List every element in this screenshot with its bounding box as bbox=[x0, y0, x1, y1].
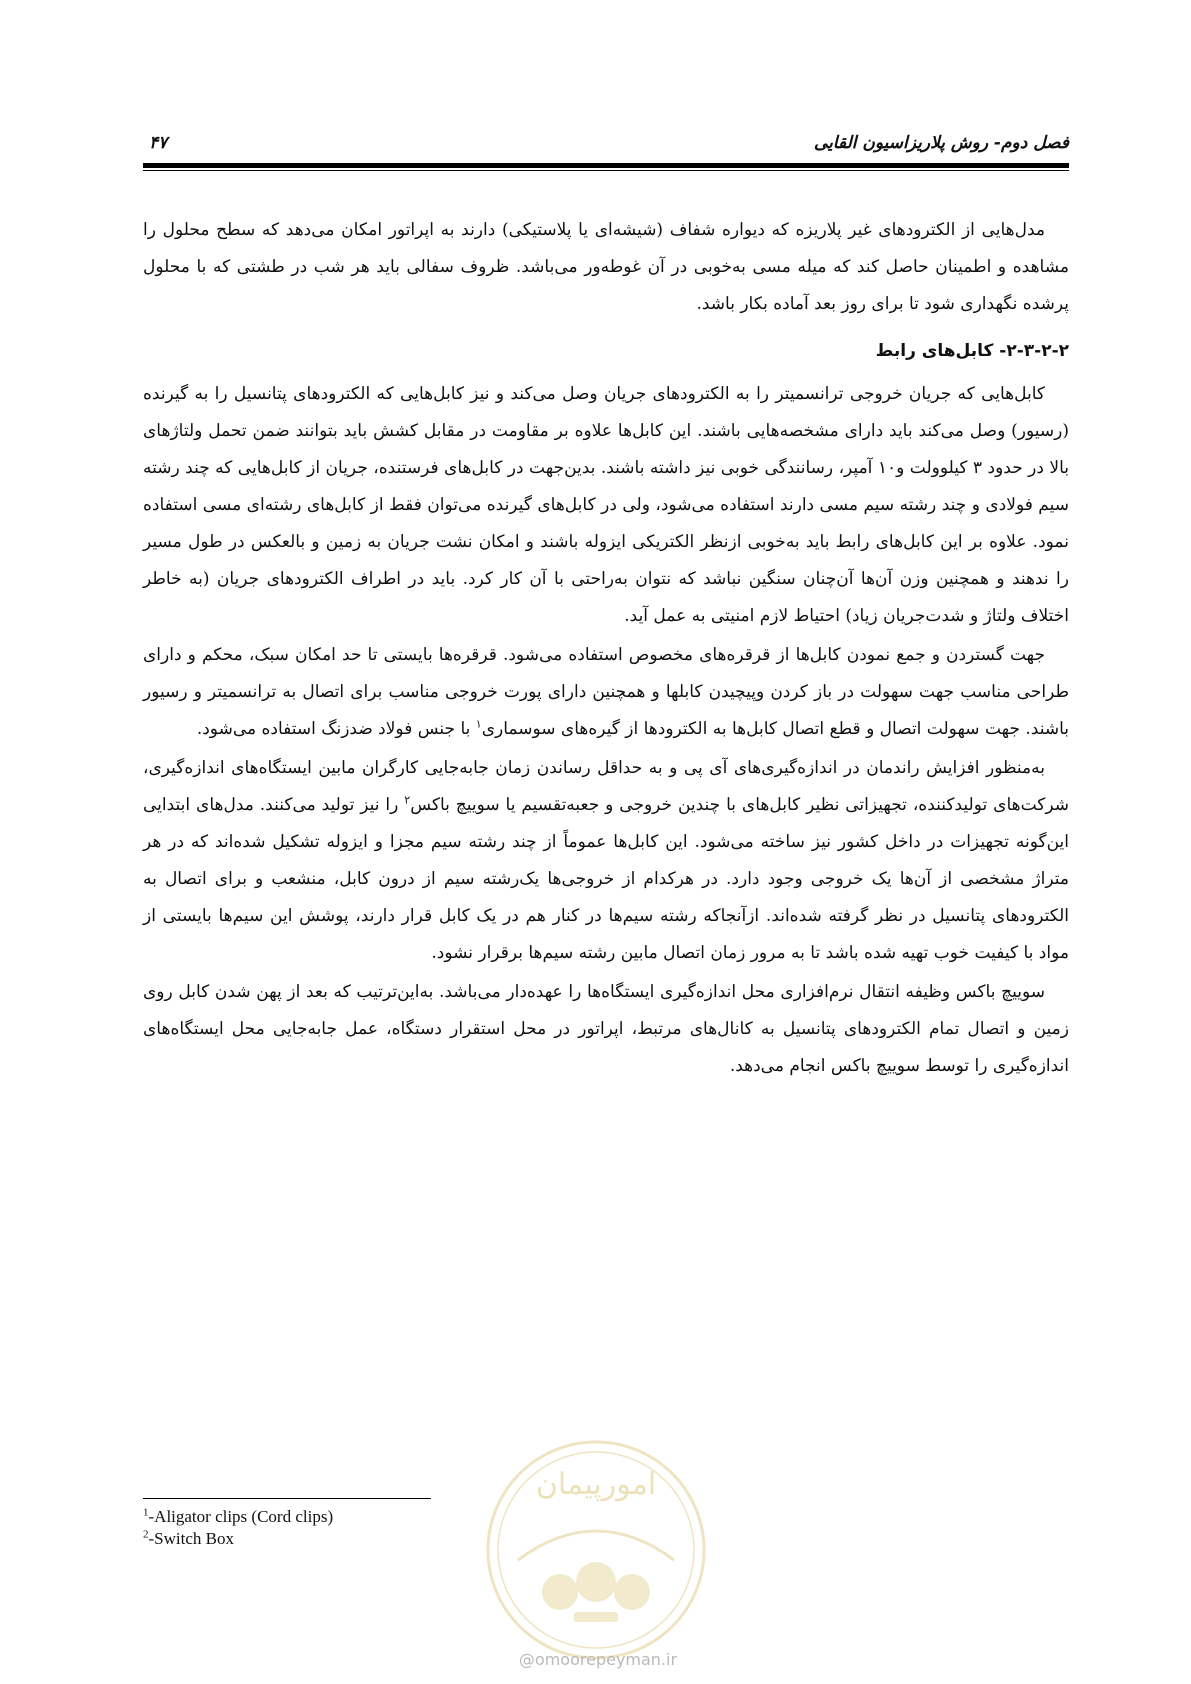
paragraph-2-text-a: جهت گستردن و جمع نمودن کابل‌ها از قرقره‌های مخصوص استفاده می‌شود. قرقره‌ها بایستی تا حد امکان سبک، محکم و دارای طراحی مناسب جهت سهولت در باز کردن وپیچیدن کابلها و همچنین دارای پورت خروجی مناسب برای اتصال به ترانسمیتر و رسیور باشند. جهت سهولت اتصال و قطع اتصال کابل‌ها به الکترودها از گیره‌های سوسماری bbox=[143, 645, 1069, 739]
footnotes bbox=[143, 1506, 463, 1550]
body-text bbox=[143, 212, 1069, 1087]
header-rule-thin bbox=[143, 170, 1069, 171]
watermark-url: @omoorepeyman.ir bbox=[518, 1650, 678, 1669]
page-header bbox=[143, 125, 1069, 161]
paragraph-1: کابل‌هایی که جریان خروجی ترانسمیتر را به الکترودهای جریان وصل می‌کند و نیز کابل‌هایی که الکترودهای پتانسیل را به گیرنده (رسیور) وصل می‌کند باید دارای مشخصه‌هایی باشند. این کابل‌ها علاوه بر مقاومت در مقابل کشش باید بتوانند ضمن تحمل ولتاژهای بالا در حدود ۳ کیلوولت و۱۰ آمپر، رسانندگی خوبی نیز داشته باشند. بدین‌جهت در کابل‌های فرستنده، جریان از کابل‌هایی که چند رشته سیم فولادی و چند رشته سیم مسی دارند استفاده می‌شود، ولی در کابل‌های گیرنده می‌توان فقط از کابل‌های رشته‌ای مسی استفاده نمود. علاوه بر این کابل‌های رابط باید به‌خوبی ازنظر الکتریکی ایزوله باشند و امکان نشت جریان به زمین و بالعکس در طول مسیر را ندهند و همچنین وزن آن‌ها آن‌چنان سنگین نباشد که نتوان به‌راحتی با آن کار کرد. باید در اطراف الکترودهای جریان (به خاطر اختلاف ولتاژ و شدت‌جریان زیاد) احتیاط لازم امنیتی به عمل آید. bbox=[143, 384, 1069, 626]
footnote-1-text: -Aligator clips (Cord clips) bbox=[148, 1507, 334, 1526]
watermark-logo-text: امورپیمان bbox=[535, 1467, 657, 1502]
paragraph-3-text-b: را نیز تولید می‌کنند. مدل‌های ابتدایی این‌گونه تجهیزات در داخل کشور نیز ساخته می‌شود. این کابل‌ها عموماً از چند رشته سیم مجزا و ایزوله تشکیل شده‌اند که در هر متراژ مشخصی از آن‌ها یک خروجی وجود دارد. در هرکدام از خروجی‌ها یک‌رشته سیم از درون کابل، منشعب و برای اتصال به الکترودهای پتانسیل در نظر گرفته شده‌اند. ازآنجاکه رشته سیم‌ها در کنار هم در یک کابل قرار دارند، پوشش این سیم‌ها بایستی از مواد با کیفیت خوب تهیه شده باشد تا به مرور زمان اتصال مابین رشته سیم‌ها برقرار نشود. bbox=[143, 795, 1069, 963]
footnote-ref-2[interactable]: ۲ bbox=[404, 793, 411, 807]
footnote-1-num: 1 bbox=[143, 1506, 149, 1519]
chapter-title: فصل دوم- روش پلاریزاسیون القایی bbox=[813, 133, 1069, 153]
paragraph-3 bbox=[143, 750, 1069, 972]
section-heading: ۲-۳-۲-۲- کابل‌های رابط bbox=[875, 341, 1069, 361]
page-number: ۴۷ bbox=[149, 133, 168, 153]
footnote-2 bbox=[143, 1528, 463, 1550]
paragraph-2 bbox=[143, 637, 1069, 748]
footnote-1 bbox=[143, 1506, 463, 1528]
footnote-rule bbox=[143, 1498, 431, 1499]
footnote-ref-1[interactable]: ۱ bbox=[475, 717, 482, 731]
paragraph-intro: مدل‌هایی از الکترودهای غیر پلاریزه که دیواره شفاف (شیشه‌ای یا پلاستیکی) دارند به اپراتور امکان می‌دهد که سطح محلول را مشاهده و اطمینان حاصل کند که میله مسی به‌خوبی در آن غوطه‌ور می‌باشد. ظروف سفالی باید هر شب در طشتی که با محلول پرشده نگهداری شود تا برای روز بعد آماده بکار باشد. bbox=[143, 220, 1069, 314]
watermark-site: omoorepeyman.ir bbox=[534, 1650, 678, 1669]
paragraph-2-text-b: با جنس فولاد ضدزنگ استفاده می‌شود. bbox=[196, 719, 476, 739]
footnote-2-text: -Switch Box bbox=[148, 1529, 234, 1548]
footnote-2-num: 2 bbox=[143, 1528, 149, 1541]
paragraph-4: سوییچ باکس وظیفه انتقال نرم‌افزاری محل اندازه‌گیری ایستگاه‌ها را عهده‌دار می‌باشد. به‌این‌ترتیب که بعد از پهن شدن کابل روی زمین و اتصال تمام الکترودهای پتانسیل به کانال‌های مرتبط، اپراتور در محل استقرار دستگاه، عمل جابه‌جایی محل ایستگاه‌های اندازه‌گیری را توسط سوییچ باکس انجام می‌دهد. bbox=[143, 982, 1069, 1076]
header-rule-thick bbox=[143, 163, 1069, 168]
paragraph-3-text-a: به‌منظور افزایش راندمان در اندازه‌گیری‌های آی پی و به حداقل رساندن زمان جابه‌جایی کارگران مابین ایستگاه‌های اندازه‌گیری، شرکت‌های تولیدکننده، تجهیزاتی نظیر کابل‌های با چندین خروجی و جعبه‌تقسیم یا سوییچ باکس bbox=[143, 758, 1070, 815]
watermark-seal-icon bbox=[478, 1432, 714, 1668]
